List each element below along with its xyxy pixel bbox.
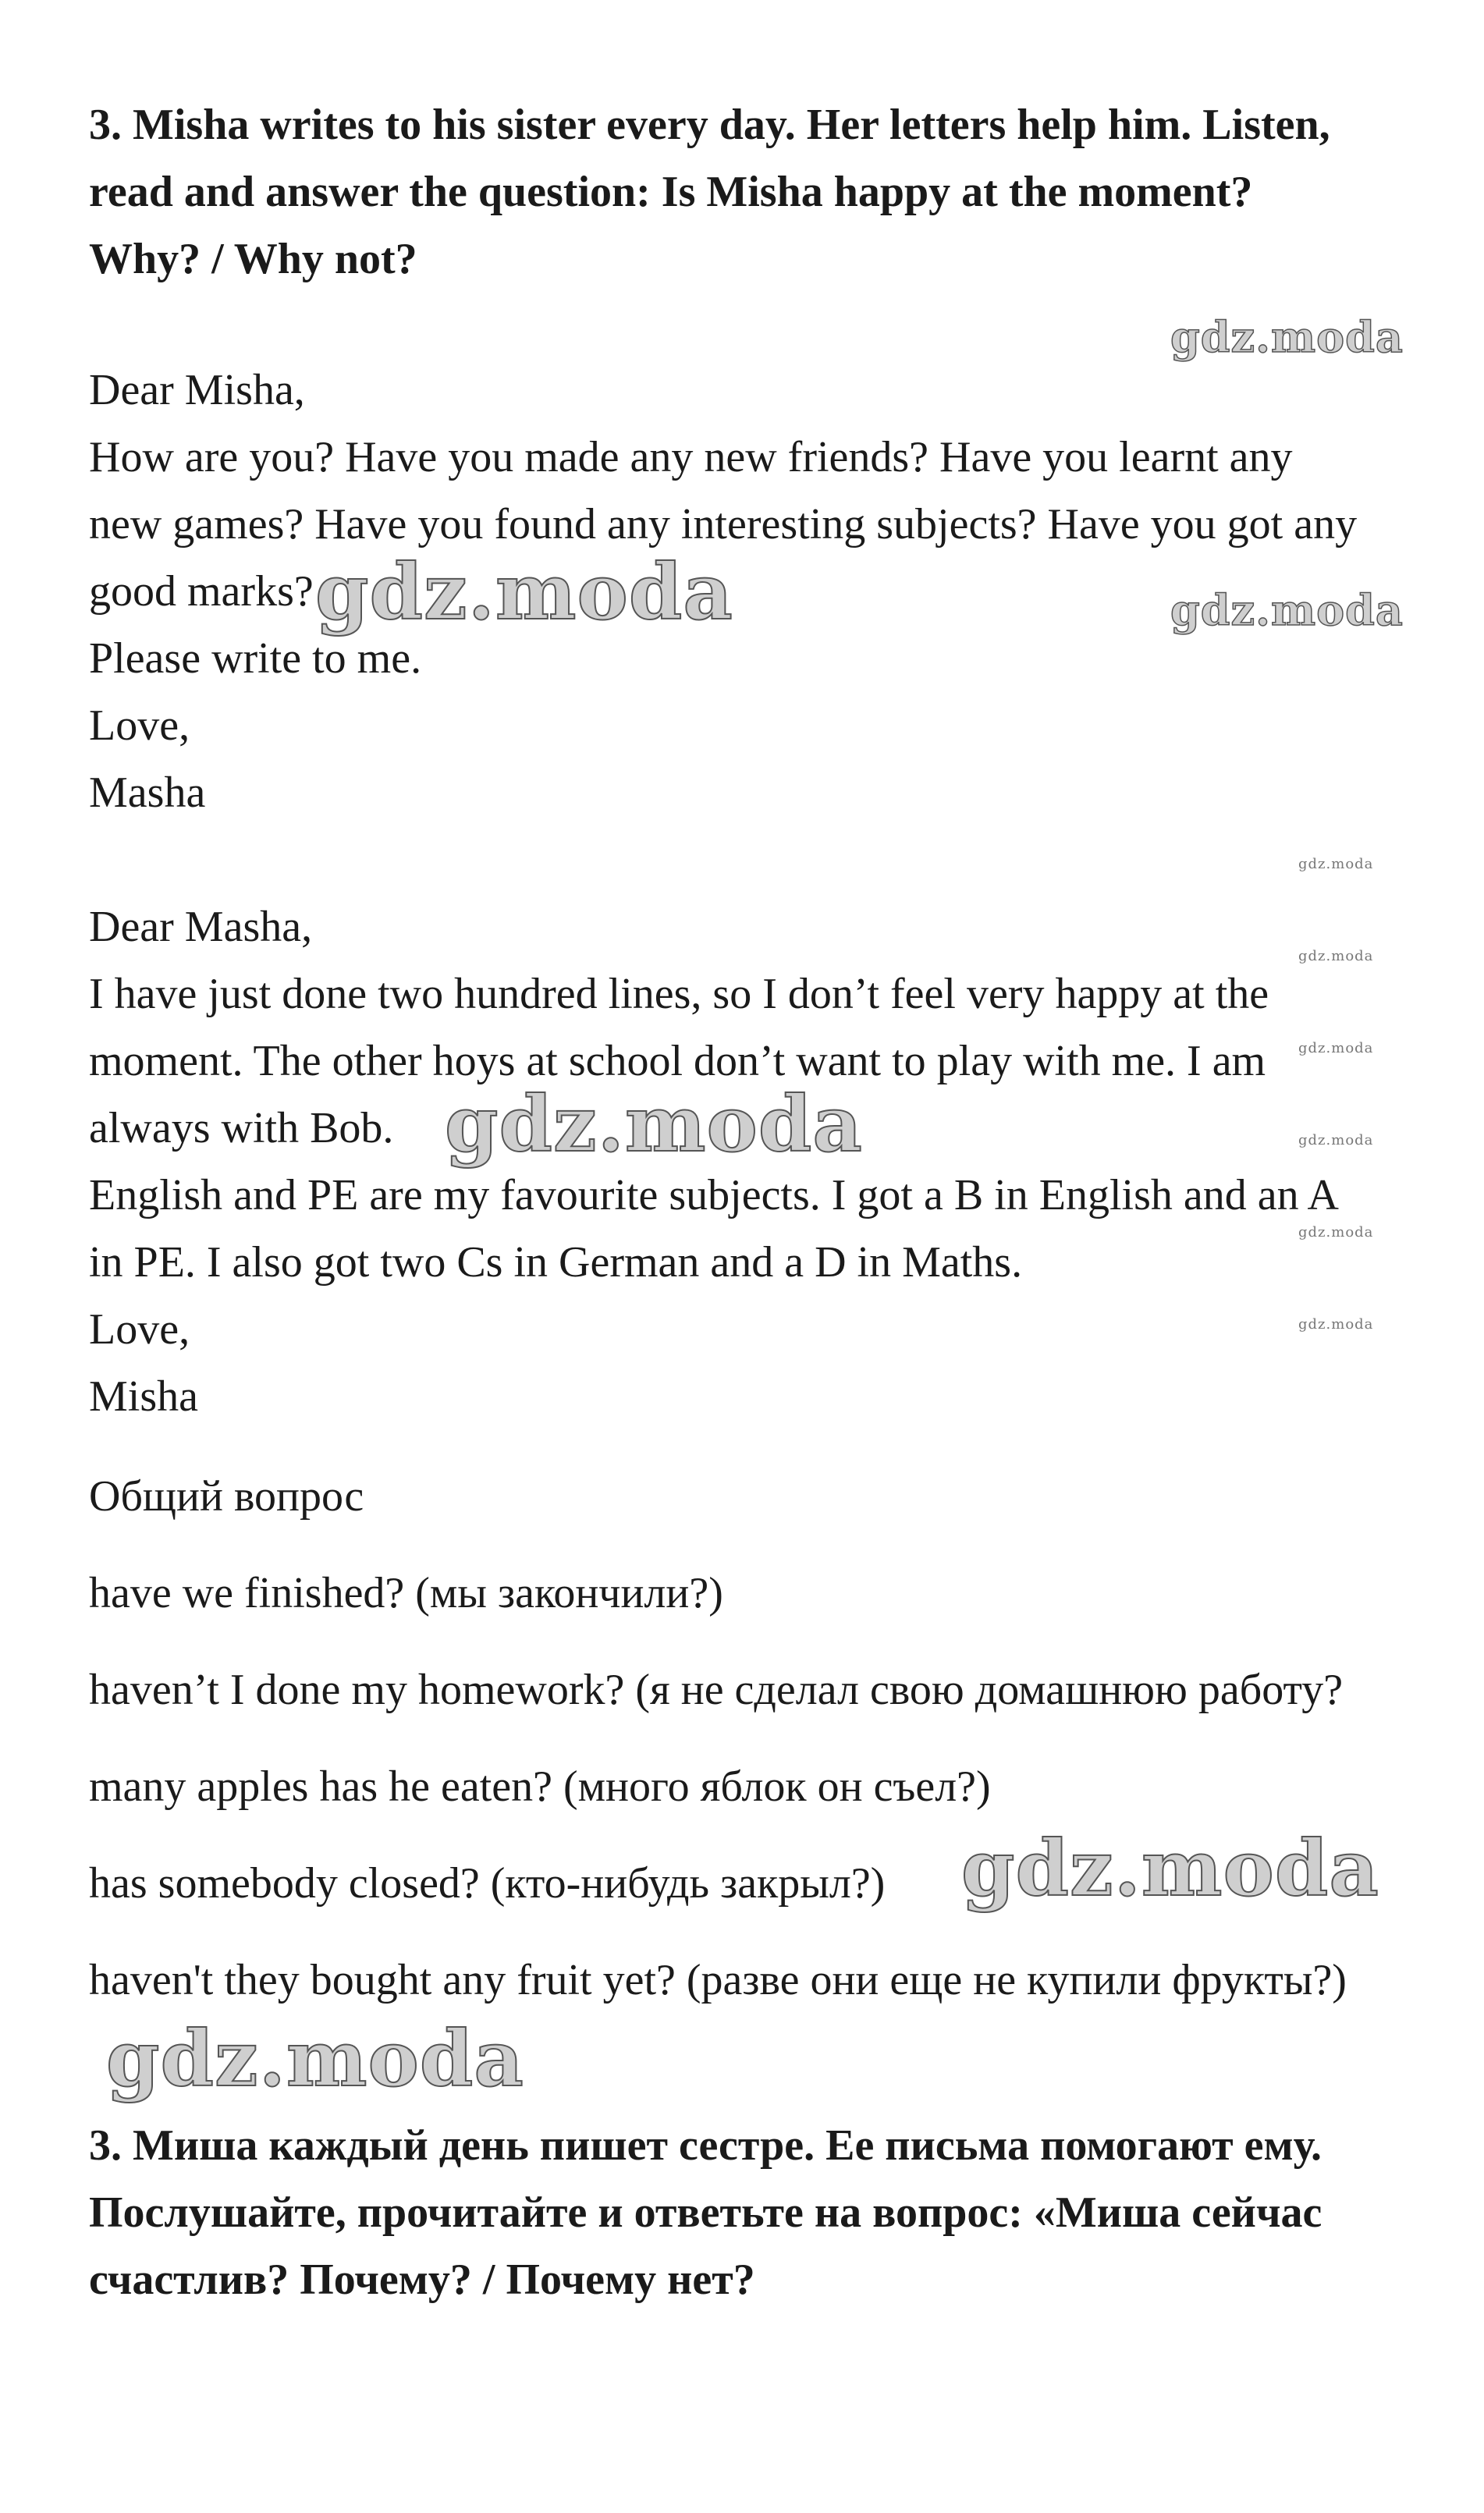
letter1-body-line-3: good marks?	[89, 567, 314, 616]
watermark-logo: gdz.moda	[445, 1080, 863, 1170]
letter2-body-line-1: I have just done two hundred lines, so I don’t feel very happy at the	[89, 970, 1269, 1018]
watermark-logo: gdz.moda	[1298, 856, 1374, 872]
watermark-logo: gdz.moda	[1298, 1132, 1374, 1148]
watermark-logo: gdz.moda	[1298, 948, 1374, 964]
letter1-body-line-4: Please write to me.	[89, 634, 422, 683]
watermark-logo: gdz.moda	[1170, 312, 1404, 362]
questions-heading: Общий вопрос	[89, 1472, 364, 1521]
letter2-body-line-4: English and PE are my favourite subjects. I got a B in English and an A	[89, 1171, 1339, 1219]
letter1-signature: Masha	[89, 768, 206, 817]
watermark-logo: gdz.moda	[315, 548, 733, 637]
watermark-logo: gdz.moda	[961, 1824, 1379, 1914]
question-item-3: many apples has he eaten? (много яблок он съел?)	[89, 1762, 991, 1811]
watermark-logo: gdz.moda	[106, 2014, 524, 2104]
watermark-logo: gdz.moda	[1170, 585, 1404, 635]
question-item-2: haven’t I done my homework? (я не сделал свою домашнюю работу?	[89, 1666, 1344, 1714]
question-item-1: have we finished? (мы закончили?)	[89, 1569, 723, 1617]
task-heading-line-1: 3. Misha writes to his sister every day. Her letters help him. Listen,	[89, 101, 1330, 149]
task-heading-line-3: Why? / Why not?	[89, 235, 417, 283]
watermark-logo: gdz.moda	[1298, 1224, 1374, 1241]
letter1-closing: Love,	[89, 701, 190, 750]
task-ru-line-2: Послушайте, прочитайте и ответьте на вопрос: «Миша сейчас	[89, 2188, 1322, 2237]
letter2-body-line-3: always with Bob.	[89, 1104, 394, 1152]
watermark-logo: gdz.moda	[1298, 1040, 1374, 1056]
task-heading-line-2: read and answer the question: Is Misha happy at the moment?	[89, 168, 1253, 216]
task-ru-line-3: счастлив? Почему? / Почему нет?	[89, 2256, 755, 2304]
letter2-closing: Love,	[89, 1305, 190, 1354]
letter1-greeting: Dear Misha,	[89, 366, 305, 414]
letter2-body-line-2: moment. The other hoys at school don’t want to play with me. I am	[89, 1037, 1266, 1085]
letter2-body-line-5: in PE. I also got two Cs in German and a D in Maths.	[89, 1238, 1023, 1287]
letter1-body-line-1: How are you? Have you made any new friends? Have you learnt any	[89, 433, 1293, 481]
task-ru-line-1: 3. Миша каждый день пишет сестре. Ее письма помогают ему.	[89, 2121, 1322, 2170]
watermark-logo: gdz.moda	[1298, 1316, 1374, 1333]
question-item-5: haven't they bought any fruit yet? (разве они еще не купили фрукты?)	[89, 1956, 1347, 2004]
letter2-signature: Misha	[89, 1372, 198, 1421]
letter2-greeting: Dear Masha,	[89, 903, 313, 951]
question-item-4: has somebody closed? (кто-нибудь закрыл?)	[89, 1859, 886, 1908]
letter1-body-line-2: new games? Have you found any interesting subjects? Have you got any	[89, 500, 1358, 548]
